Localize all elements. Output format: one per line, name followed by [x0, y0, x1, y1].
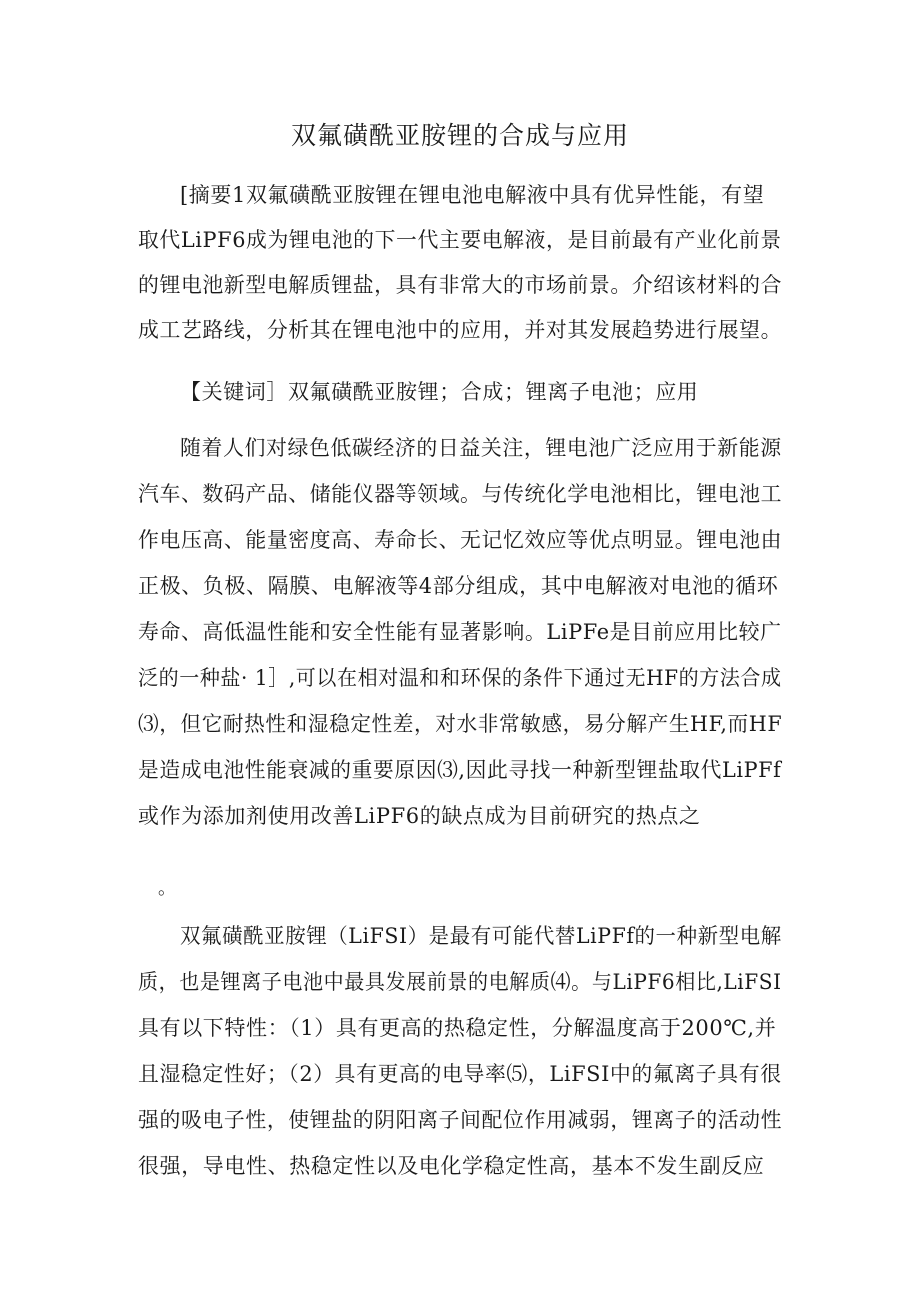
paragraph-line: ⑶，但它耐热性和湿稳定性差，对水非常敏感，易分解产生HF,而HF [138, 712, 783, 736]
abstract-line: 取代LiPF6成为锂电池的下一代主要电解液，是目前最有产业化前景 [138, 228, 782, 252]
paragraph-line: 双氟磺酰亚胺锂（LiFSI）是最有可能代替LiPFf的一种新型电解 [180, 924, 782, 948]
paragraph-line: 很强，导电性、热稳定性以及电化学稳定性高，基本不发生副反应 [138, 1154, 765, 1178]
paragraph-line: 随着人们对绿色低碳经济的日益关注，锂电池广泛应用于新能源 [180, 436, 782, 460]
paragraph-line: 汽车、数码产品、储能仪器等领域。与传统化学电池相比，锂电池工 [138, 482, 783, 506]
paragraph-line: 正极、负极、隔膜、电解液等4部分组成，其中电解液对电池的循环 [138, 574, 779, 598]
document-title: 双氟磺酰亚胺锂的合成与应用 [290, 121, 629, 150]
paragraph-line: 或作为添加剂使用改善LiPF6的缺点成为目前研究的热点之 [138, 804, 701, 828]
paragraph-line: 质，也是锂离子电池中最具发展前景的电解质⑷。与LiPF6相比,LiFSI [138, 970, 782, 994]
abstract-line: 的锂电池新型电解质锂盐，具有非常大的市场前景。介绍该材料的合 [138, 273, 783, 297]
paragraph-line: 作电压高、能量密度高、寿命长、无记忆效应等优点明显。锂电池由 [138, 528, 783, 552]
paragraph-line: 且湿稳定性好；（2）具有更高的电导率⑸，LiFSI中的氟离子具有很 [138, 1062, 782, 1086]
paragraph-end-mark: 。 [158, 878, 176, 899]
paragraph-line: 具有以下特性：（1）具有更高的热稳定性，分解温度高于200℃,并 [138, 1016, 777, 1040]
paragraph-line: 泛的一种盐· 1］,可以在相对温和和环保的条件下通过无HF的方法合成 [138, 666, 782, 690]
abstract-line: 成工艺路线，分析其在锂电池中的应用，并对其发展趋势进行展望。 [138, 318, 783, 342]
paragraph-line: 寿命、高低温性能和安全性能有显著影响。LiPFe是目前应用比较广 [138, 620, 782, 644]
abstract-line: [摘要1双氟磺酰亚胺锂在锂电池电解液中具有优异性能，有望 [180, 183, 765, 207]
paragraph-line: 强的吸电子性，使锂盐的阴阳离子间配位作用减弱，锂离子的活动性 [138, 1108, 783, 1132]
paragraph-line: 是造成电池性能衰减的重要原因⑶,因此寻找一种新型锂盐取代LiPFf [138, 758, 782, 782]
keywords-line: 【关键词］双氟磺酰亚胺锂；合成；锂离子电池；应用 [180, 380, 699, 404]
